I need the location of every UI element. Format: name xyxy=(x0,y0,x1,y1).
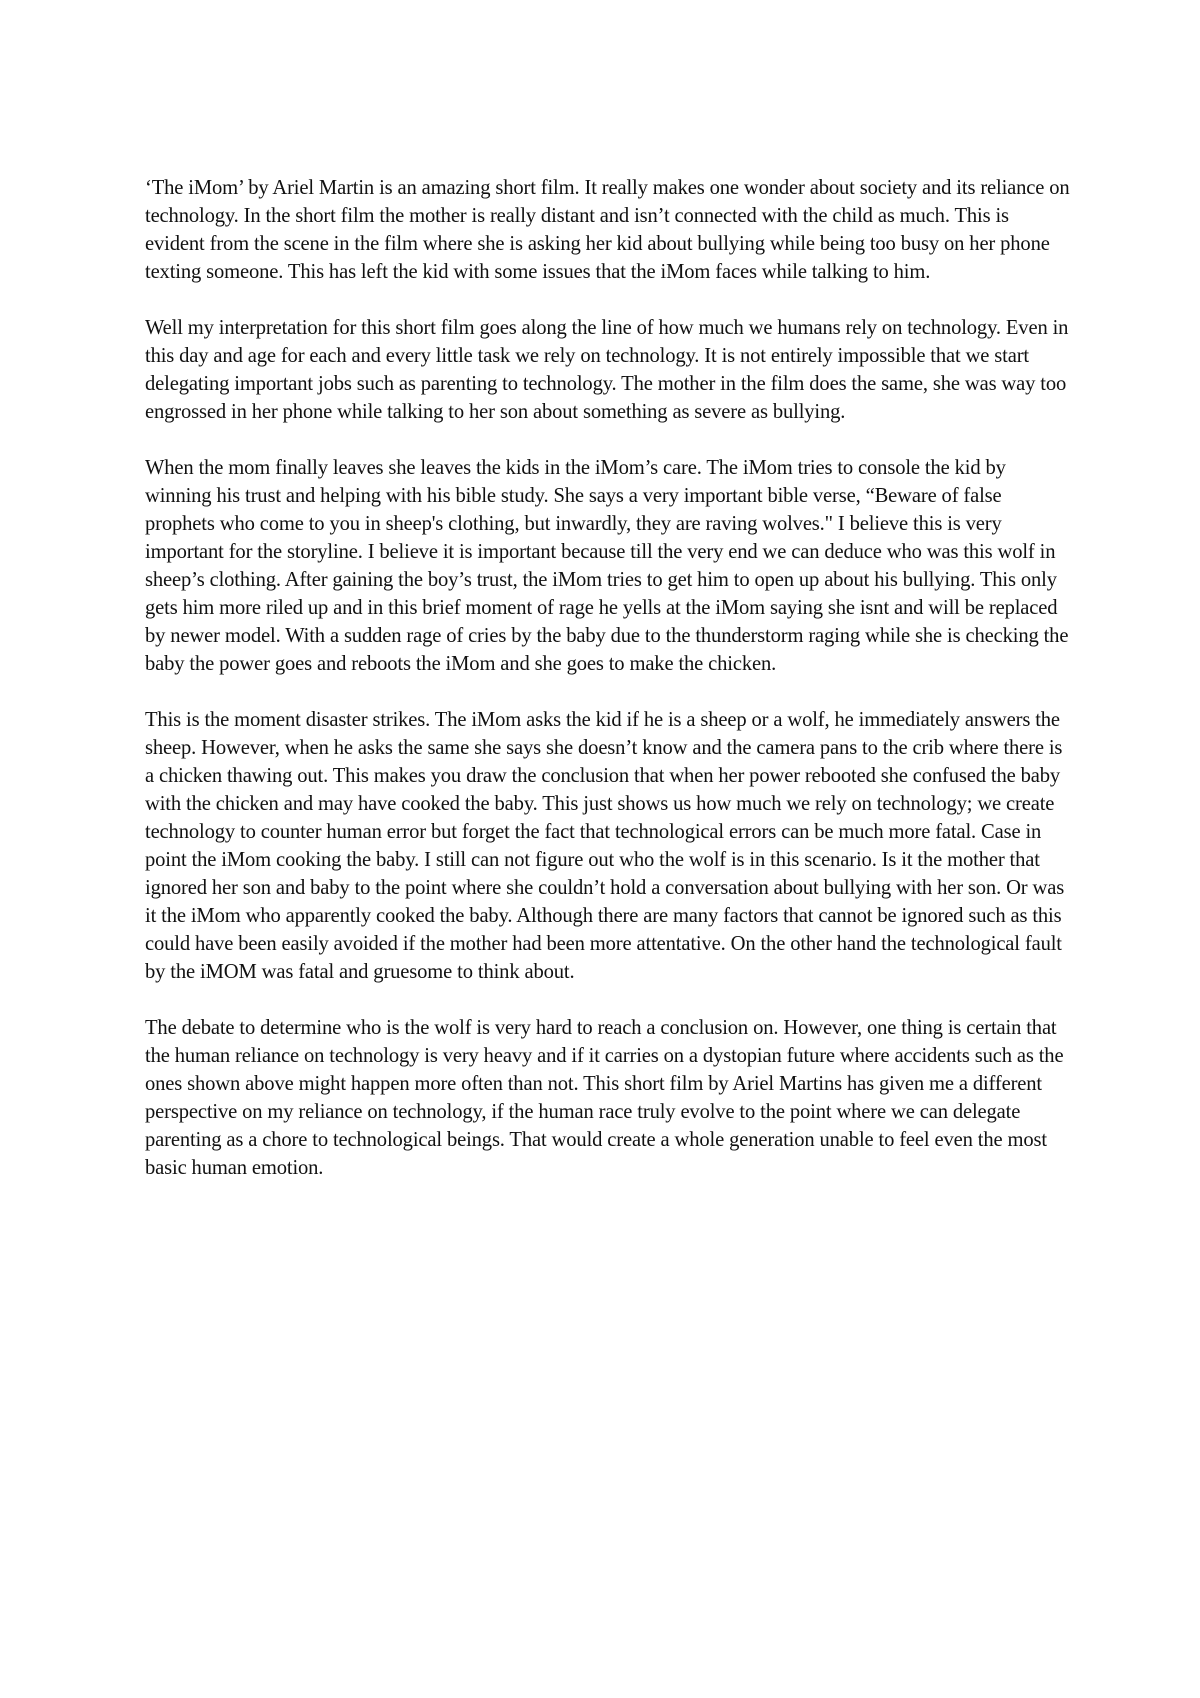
essay-body xyxy=(145,174,1070,1210)
paragraph-2: Well my interpretation for this short film goes along the line of how much we humans rely on technology. Even in this day and age for each and every little task we rely on technology. It is not entirely impossible that we start delegating important jobs such as parenting to technology. The mother in the film does the same, she was way too engrossed in her phone while talking to her son about something as severe as bullying. xyxy=(145,317,1069,423)
paragraph-1: ‘The iMom’ by Ariel Martin is an amazing short film. It really makes one wonder about society and its reliance on technology. In the short film the mother is really distant and isn’t connected with the child as much. This is evident from the scene in the film where she is asking her kid about bullying while being too busy on her phone texting someone. This has left the kid with some issues that the iMom faces while talking to him. xyxy=(145,177,1070,283)
paragraph-3: When the mom finally leaves she leaves the kids in the iMom’s care. The iMom tries to console the kid by winning his trust and helping with his bible study. She says a very important bible verse, “Beware of false prophets who come to you in sheep's clothing, but inwardly, they are raving wolves." I believe this is very important for the storyline. I believe it is important because till the very end we can deduce who was this wolf in sheep’s clothing. After gaining the boy’s trust, the iMom tries to get him to open up about his bullying. This only gets him more riled up and in this brief moment of rage he yells at the iMom saying she isnt and will be replaced by newer model. With a sudden rage of cries by the baby due to the thunderstorm raging while she is checking the baby the power goes and reboots the iMom and she goes to make the chicken. xyxy=(145,457,1069,675)
paragraph-4: This is the moment disaster strikes. The iMom asks the kid if he is a sheep or a wolf, he immediately answers the sheep. However, when he asks the same she says she doesn’t know and the camera pans to the crib where there is a chicken thawing out. This makes you draw the conclusion that when her power rebooted she confused the baby with the chicken and may have cooked the baby. This just shows us how much we rely on technology; we create technology to counter human error but forget the fact that technological errors can be much more fatal. Case in point the iMom cooking the baby. I still can not figure out who the wolf is in this scenario. Is it the mother that ignored her son and baby to the point where she couldn’t hold a conversation about bullying with her son. Or was it the iMom who apparently cooked the baby. Although there are many factors that cannot be ignored such as this could have been easily avoided if the mother had been more attentative. On the other hand the technological fault by the iMOM was fatal and gruesome to think about. xyxy=(145,709,1065,983)
paragraph-5: The debate to determine who is the wolf is very hard to reach a conclusion on. However, one thing is certain that the human reliance on technology is very heavy and if it carries on a dystopian future where accidents such as the ones shown above might happen more often than not. This short film by Ariel Martins has given me a different perspective on my reliance on technology, if the human race truly evolve to the point where we can delegate parenting as a chore to technological beings. That would create a whole generation unable to feel even the most basic human emotion. xyxy=(145,1017,1064,1179)
